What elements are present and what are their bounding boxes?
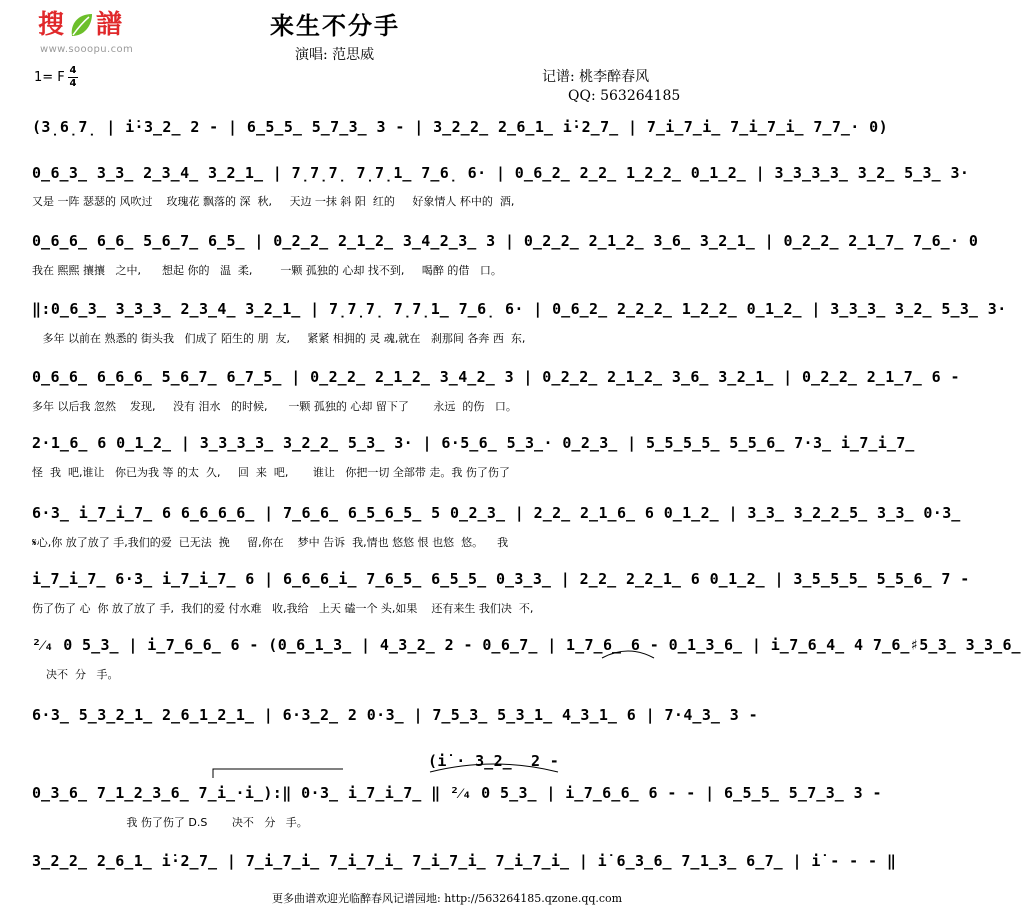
tie-arc: [428, 760, 560, 774]
logo-wordmark: [38, 4, 124, 41]
notation-row: 0̲3̲6̲ 7̲1̲2̲3̲6̲ 7̲i̲·i̲):‖ 0·3̲ i̲7̲i̲7̲ ‖ ²⁄₄ 0 5̲3̲ | i̲7̲6̲6̲ 6 - - | 6̲5̲5̲ 5̲7̲3̲ 3 -: [32, 784, 882, 802]
notation-row: 6·3̲ 5̲3̲2̲1̲ 2̲6̲1̲2̲1̲ | 6·3̲2̲ 2 0·3̲ | 7̲5̲3̲ 5̲3̲1̲ 4̲3̲1̲ 6 | 7·4̲3̲ 3 -: [32, 706, 758, 724]
qq-contact: QQ: 563264185: [568, 88, 681, 104]
notation-row: 0̲6̲3̲ 3̲3̲ 2̲3̲4̲ 3̲2̲1̲ | 7̣7̣7̣ 7̣7̣1̲ 7̲6̣ 6· | 0̲6̲2̲ 2̲2̲ 1̲2̲2̲ 0̲1̲2̲ | 3̲3̲3̲3̲ 3̲2̲ 5̲3̲ 3·: [32, 164, 970, 182]
footer-link[interactable]: 更多曲谱欢迎光临醉春风记谱园地: http://563264185.qzone.qq.com: [272, 892, 623, 905]
logo-url: www.sooopu.com: [40, 44, 134, 55]
lyric-row: 𝄋心,你 放了放了 手,我们的爱 已无法 挽 留,你在 梦中 告诉 我,情也 悠悠 恨 也悠 悠。 我: [32, 536, 509, 549]
song-title: 来生不分手: [270, 12, 400, 40]
notation-row: (3̣6̣7̣ | i̇·3̲2̲ 2 - | 6̲5̲5̲ 5̲7̲3̲ 3 - | 3̲2̲2̲ 2̲6̲1̲ i̇·2̲7̲ | 7̲i̲7̲i̲ 7̲i̲7̲i̲ 7̲7̲· 0): [32, 118, 889, 136]
volta-bracket: [212, 768, 344, 778]
sooopu-logo[interactable]: [38, 4, 160, 62]
lyric-row: 怪 我 吧,谁让 你已为我 等 的太 久, 回 来 吧, 谁让 你把一切 全部带 走。我 伤了伤了: [32, 466, 510, 479]
notation-row: 6·3̲ i̲7̲i̲7̲ 6 6̲6̲6̲6̲ | 7̲6̲6̲ 6̲5̲6̲5̲ 5 0̲2̲3̲ | 2̲2̲ 2̲1̲6̲ 6 0̲1̲2̲ | 3̲3̲ 3̲2̲2̲5̲ 3̲3̲ 0·3̲: [32, 504, 961, 522]
transcriber-credit: 记谱: 桃李醉春风: [542, 69, 650, 85]
singer-credit: 演唱: 范思威: [295, 47, 375, 63]
notation-row: i̲7̲i̲7̲ 6·3̲ i̲7̲i̲7̲ 6 | 6̲6̲6̲i̲ 7̲6̲5̲ 6̲5̲5̲ 0̲3̲3̲ | 2̲2̲ 2̲2̲1̲ 6 0̲1̲2̲ | 3̲5̲5̲5̲ 5̲5̲6̲ 7 -: [32, 570, 970, 588]
lyric-row: 伤了伤了 心 你 放了放了 手, 我们的爱 付水难 收,我给 上天 磕一个 头,如果 还有来生 我们决 不,: [32, 602, 534, 615]
leaf-icon: [68, 12, 94, 38]
lyric-row: 决不 分 手。: [32, 668, 119, 681]
lyric-row: 多年 以前在 熟悉的 街头我 们成了 陌生的 朋 友, 紧紧 相拥的 灵 魂,就在 刹那间 各奔 西 东,: [32, 332, 526, 345]
lyric-row: 多年 以后我 忽然 发现, 没有 泪水 的时候, 一颗 孤独的 心却 留下了 永远 的伤 口。: [32, 400, 517, 413]
notation-row: 2·1̲6̲ 6 0̲1̲2̲ | 3̲3̲3̲3̲ 3̲2̲2̲ 5̲3̲ 3· | 6·5̲6̲ 5̲3̲· 0̲2̲3̲ | 5̲5̲5̲5̲ 5̲5̲6̲ 7·3̲ i̲7̲i̲7̲: [32, 434, 915, 452]
notation-row-alt-ending: (i̇ · 3̲2̲ 2 -: [428, 752, 560, 770]
notation-row: ²⁄₄ 0 5̲3̲ | i̲7̲6̲6̲ 6 - (0̲6̲1̲3̲ | 4̲3̲2̲ 2 - 0̲6̲7̲ | 1̲7̲6̲ 6 - 0̲1̲3̲6̲ | i̲7̲6̲4̲ 4 7̲6̲♯5̲3̲ 3̲3̲6̲: [32, 636, 1021, 654]
logo-char-left: 搜: [38, 10, 67, 40]
key-signature: 1= F: [34, 70, 65, 85]
lyric-row: 我 伤了伤了 D.S 决不 分 手。: [32, 816, 308, 829]
time-signature: [68, 66, 78, 89]
lyric-row: 又是 一阵 瑟瑟的 风吹过 玫瑰花 飘落的 深 秋, 天边 一抹 斜 阳 红的 好象情人 杯中的 酒,: [32, 195, 515, 208]
notation-row: ‖:0̲6̲3̲ 3̲3̲3̲ 2̲3̲4̲ 3̲2̲1̲ | 7̣7̣7̣ 7̣7̣1̲ 7̲6̣ 6· | 0̲6̲2̲ 2̲2̲2̲ 1̲2̲2̲ 0̲1̲2̲ | 3̲3̲3̲ 3̲2̲ 5̲3̲ 3·: [32, 300, 1007, 318]
time-signature-bottom: 4: [69, 78, 77, 89]
time-signature-top: 4: [69, 65, 77, 76]
notation-row: 0̲6̲6̲ 6̲6̲6̲ 5̲6̲7̲ 6̲7̲5̲ | 0̲2̲2̲ 2̲1̲2̲ 3̲4̲2̲ 3 | 0̲2̲2̲ 2̲1̲2̲ 3̲6̲ 3̲2̲1̲ | 0̲2̲2̲ 2̲1̲7̲ 6 -: [32, 368, 960, 386]
notation-row: 0̲6̲6̲ 6̲6̲ 5̲6̲7̲ 6̲5̲ | 0̲2̲2̲ 2̲1̲2̲ 3̲4̲2̲3̲ 3 | 0̲2̲2̲ 2̲1̲2̲ 3̲6̲ 3̲2̲1̲ | 0̲2̲2̲ 2̲1̲7̲ 7̲6̲· 0: [32, 232, 979, 250]
logo-char-right: 譜: [96, 10, 125, 40]
notation-row: 3̲2̲2̲ 2̲6̲1̲ i̇·2̲7̲ | 7̲i̲7̲i̲ 7̲i̲7̲i̲ 7̲i̲7̲i̲ 7̲i̲7̲i̲ | i̇ 6̲3̲6̲ 7̲1̲3̲ 6̲7̲ | i̇ - - - ‖: [32, 852, 897, 870]
tie-arc: [600, 646, 656, 660]
lyric-row: 我在 熙熙 攘攘 之中, 想起 你的 温 柔, 一颗 孤独的 心却 找不到, 喝醉 的借 口。: [32, 264, 502, 277]
